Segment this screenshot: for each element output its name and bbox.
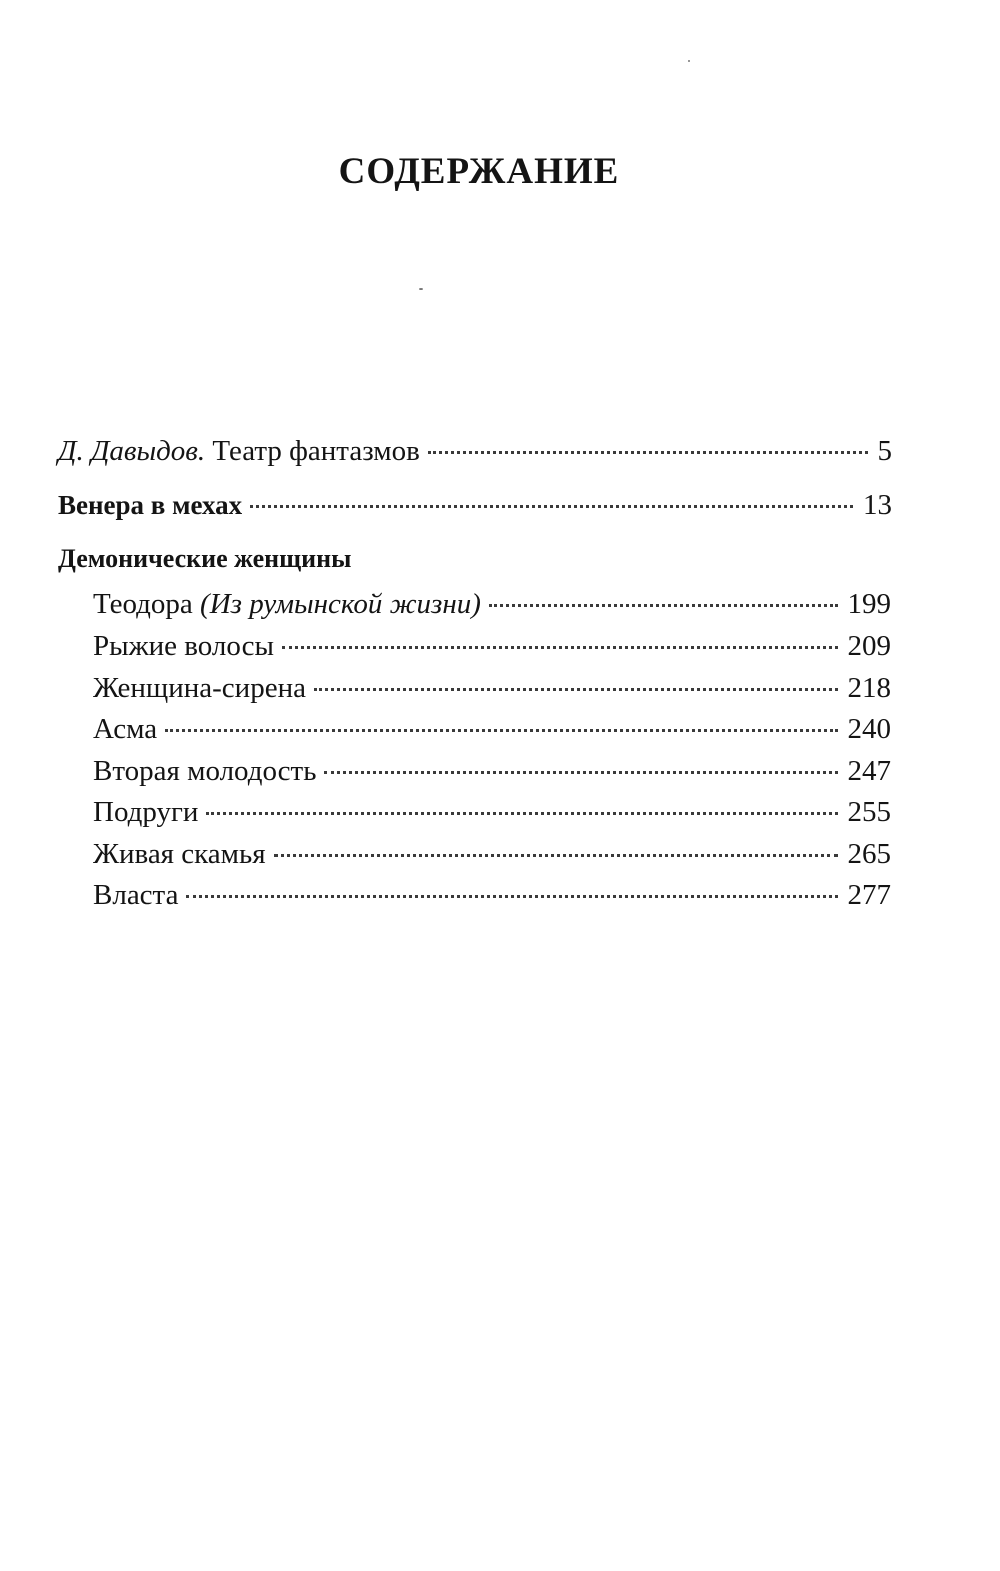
toc-entry[interactable] xyxy=(93,715,891,744)
page-number: 240 xyxy=(847,713,891,745)
print-speck xyxy=(688,60,690,62)
section-heading: Демонические женщины xyxy=(58,544,352,573)
entry-title: Власта xyxy=(93,879,179,911)
dot-leader xyxy=(250,505,853,508)
toc-entry-preface[interactable] xyxy=(58,437,892,466)
entry-title: Женщина-сирена xyxy=(93,672,306,704)
entry-title: Асма xyxy=(93,713,158,745)
toc-entry-label xyxy=(93,590,481,619)
entry-title: Живая скамья xyxy=(93,838,266,870)
preface-author: Д. Давыдов. xyxy=(58,435,206,467)
toc-entry[interactable] xyxy=(93,798,891,827)
page-number: 247 xyxy=(847,755,891,787)
page-number: 265 xyxy=(847,838,891,870)
page-number: 218 xyxy=(847,672,891,704)
page-number: 277 xyxy=(847,879,891,911)
dot-leader xyxy=(489,604,838,607)
page-number: 5 xyxy=(877,435,892,467)
dot-leader xyxy=(206,812,837,815)
dot-leader xyxy=(165,729,837,732)
toc-entry[interactable] xyxy=(93,757,891,786)
print-speck xyxy=(419,288,423,290)
toc-entry[interactable] xyxy=(93,674,891,703)
toc-entry[interactable] xyxy=(93,590,891,619)
entry-title: Теодора xyxy=(93,588,193,620)
dot-leader xyxy=(428,451,868,454)
toc-entry-label xyxy=(58,437,420,466)
page-title: СОДЕРЖАНИЕ xyxy=(338,151,620,192)
page-number: 255 xyxy=(847,796,891,828)
dot-leader xyxy=(274,854,838,857)
main-work-title: Венера в мехах xyxy=(58,490,243,520)
dot-leader xyxy=(324,771,837,774)
toc-entry-main-work[interactable] xyxy=(58,491,892,520)
toc-entry[interactable] xyxy=(93,632,891,661)
page-number: 13 xyxy=(863,489,892,521)
toc-entry[interactable] xyxy=(93,881,891,910)
toc-entry[interactable] xyxy=(93,840,891,869)
page-number: 199 xyxy=(847,588,891,620)
entry-title: Рыжие волосы xyxy=(93,630,274,662)
entry-title: Подруги xyxy=(93,796,199,828)
entry-subtitle: (Из румынской жизни) xyxy=(200,588,481,620)
dot-leader xyxy=(186,895,837,898)
dot-leader xyxy=(282,646,838,649)
preface-title: Театр фантазмов xyxy=(212,435,420,467)
entry-title: Вторая молодость xyxy=(93,755,317,787)
dot-leader xyxy=(314,688,838,691)
page-number: 209 xyxy=(847,630,891,662)
